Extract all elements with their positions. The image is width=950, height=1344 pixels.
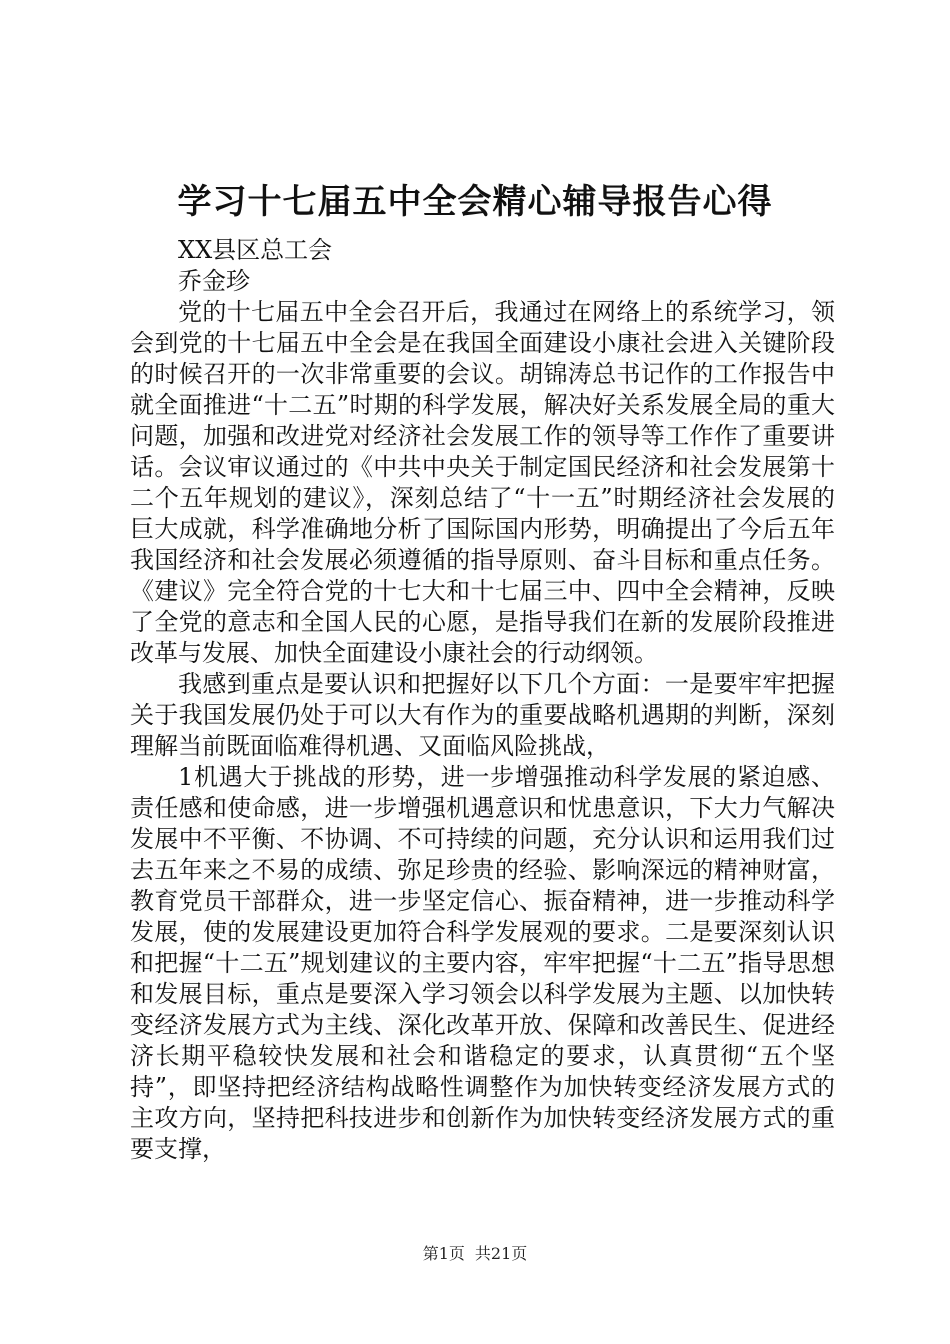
document-body bbox=[130, 235, 835, 1165]
author-line: 乔金珍 bbox=[178, 267, 250, 295]
page-footer bbox=[0, 1244, 950, 1264]
organization-line: XX县区总工会 bbox=[178, 236, 333, 264]
page-total: 共21页 bbox=[474, 1244, 528, 1263]
paragraph: 1机遇大于挑战的形势，进一步增强推动科学发展的紧迫感、责任感和使命感，进一步增强机遇意识和忧患意识，下大力气解决发展中不平衡、不协调、不可持续的问题，充分认识和运用我们过去五年来之不易的成绩、弥足珍贵的经验、影响深远的精神财富，教育党员干部群众，进一步坚定信心、振奋精神，进一步推动科学发展，使的发展建设更加符合科学发展观的要求。二是要深刻认识和把握“十二五”规划建议的主要内容，牢牢把握“十二五”指导思想和发展目标，重点是要深入学习领会以科学发展为主题、以加快转变经济发展方式为主线、深化改革开放、保障和改善民生、促进经济长期平稳较快发展和社会和谐稳定的要求，认真贯彻“五个坚持”，即坚持把经济结构战略性调整作为加快转变经济发展方式的主攻方向，坚持把科技进步和创新作为加快转变经济发展方式的重要支撑， bbox=[130, 763, 835, 1163]
document-title: 学习十七届五中全会精心辅导报告心得 bbox=[177, 182, 773, 222]
page-number: 第1页 bbox=[422, 1244, 465, 1263]
paragraph: 党的十七届五中全会召开后，我通过在网络上的系统学习，领会到党的十七届五中全会是在我国全面建设小康社会进入关键阶段的时候召开的一次非常重要的会议。胡锦涛总书记作的工作报告中就全面推进“十二五”时期的科学发展，解决好关系发展全局的重大问题，加强和改进党对经济社会发展工作的领导等工作作了重要讲话。会议审议通过的《中共中央关于制定国民经济和社会发展第十二个五年规划的建议》，深刻总结了“十一五”时期经济社会发展的巨大成就，科学准确地分析了国际国内形势，明确提出了今后五年我国经济和社会发展必须遵循的指导原则、奋斗目标和重点任务。《建议》完全符合党的十七大和十七届三中、四中全会精神，反映了全党的意志和全国人民的心愿，是指导我们在新的发展阶段推进改革与发展、加快全面建设小康社会的行动纲领。 bbox=[130, 298, 835, 667]
paragraph: 我感到重点是要认识和把握好以下几个方面：一是要牢牢把握关于我国发展仍处于可以大有作为的重要战略机遇期的判断，深刻理解当前既面临难得机遇、又面临风险挑战， bbox=[130, 670, 835, 760]
